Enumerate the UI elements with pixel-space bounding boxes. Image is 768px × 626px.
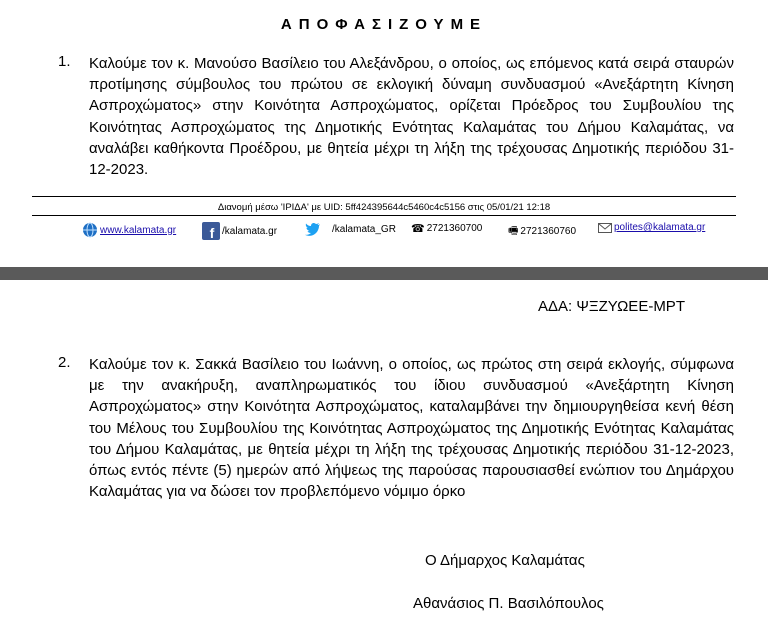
twitter-contact[interactable] (305, 222, 396, 236)
item-number-2: 2. (58, 354, 71, 371)
phone-contact (411, 222, 482, 235)
facebook-handle: /kalamata.gr (222, 225, 278, 237)
fax-number: 2721360760 (520, 226, 577, 237)
page-title: ΑΠΟΦΑΣΙΖΟΥΜΕ (280, 16, 488, 33)
email-icon (598, 223, 612, 233)
phone-icon: ☎ (411, 223, 425, 235)
item-text-2: Καλούμε τον κ. Σακκά Βασίλειο του Ιωάννη, ο οποίος, ως πρώτος στη σειρά εκλογής, σύμφωνα με την ανακήρυξη, αναπληρωματικός του ίδιου συνδυασμού «Ανεξάρτητη Κίνηση Ασπροχώματος» στην Κοινότητα Ασπροχώματος, καταλαμβάνει την δημιουργηθείσα κενή θέση του Μέλους του Συμβουλίου της Κοινότητας Ασπροχώματος της Δημοτικής Ενότητας Καλαμάτας του Δήμου Καλαμάτας, με θητεία μέχρι τη λήξη της τρέχουσας Δημοτικής περιόδου 31-12-2023, όπως εντός πέντε (5) ημερών από λήψεως της παρούσας παρουσιασθεί ενώπιον του Δημάρχου Καλαμάτας για να δώσει τον προβλεπόμενο νόμιμο όρκο (89, 356, 734, 501)
facebook-icon (202, 222, 220, 240)
document-footer (0, 218, 768, 242)
email-contact[interactable] (598, 222, 705, 233)
facebook-contact[interactable] (202, 222, 277, 240)
item-text-1: Καλούμε τον κ. Μανούσο Βασίλειο του Αλεξάνδρου, ο οποίος, ως επόμενος κατά σειρά σταυρών προτίμησης σύμβουλος του πρώτου σε εκλογική δύναμη συνδυασμού «Ανεξάρτητη Κίνηση Ασπροχώματος» στην Κοινότητα Ασπροχώματος, ορίζεται Πρόεδρος του Συμβουλίου της Κοινότητας Ασπροχώματος της Δημοτικής Ενότητας Καλαμάτας του Δήμου Καλαμάτας, να αναλάβει καθήκοντα Προέδρου, με θητεία μέχρι τη λήξη της τρέχουσας Δημοτικής περιόδου 31-12-2023. (89, 55, 734, 179)
fax-contact (508, 222, 576, 241)
globe-icon (82, 222, 98, 238)
email-link[interactable]: polites@kalamata.gr (614, 222, 706, 233)
distribution-note: Διανομή μέσω 'ΙΡΙΔΑ' με UID: 5ff424395644c5460c4c5156 στις 05/01/21 12:18 (217, 202, 551, 213)
phone-number: 2721360700 (426, 223, 483, 234)
signatory-name: Αθανάσιος Π. Βασιλόπουλος (413, 595, 604, 612)
item-number-1: 1. (58, 53, 71, 70)
twitter-handle: /kalamata_GR (332, 223, 396, 235)
page-separator (0, 267, 768, 280)
signatory-title: Ο Δήμαρχος Καλαμάτας (425, 552, 585, 569)
website-link[interactable]: www.kalamata.gr (100, 224, 177, 236)
ada-code: ΑΔΑ: ΨΞΖΥΩΕΕ-ΜΡΤ (538, 298, 685, 315)
footer-divider (32, 196, 736, 197)
svg-text:f: f (209, 225, 215, 240)
fax-icon: 🖷 (508, 225, 519, 237)
footer-divider-bottom (32, 215, 736, 216)
twitter-icon (305, 222, 321, 236)
website-contact[interactable] (82, 222, 176, 238)
